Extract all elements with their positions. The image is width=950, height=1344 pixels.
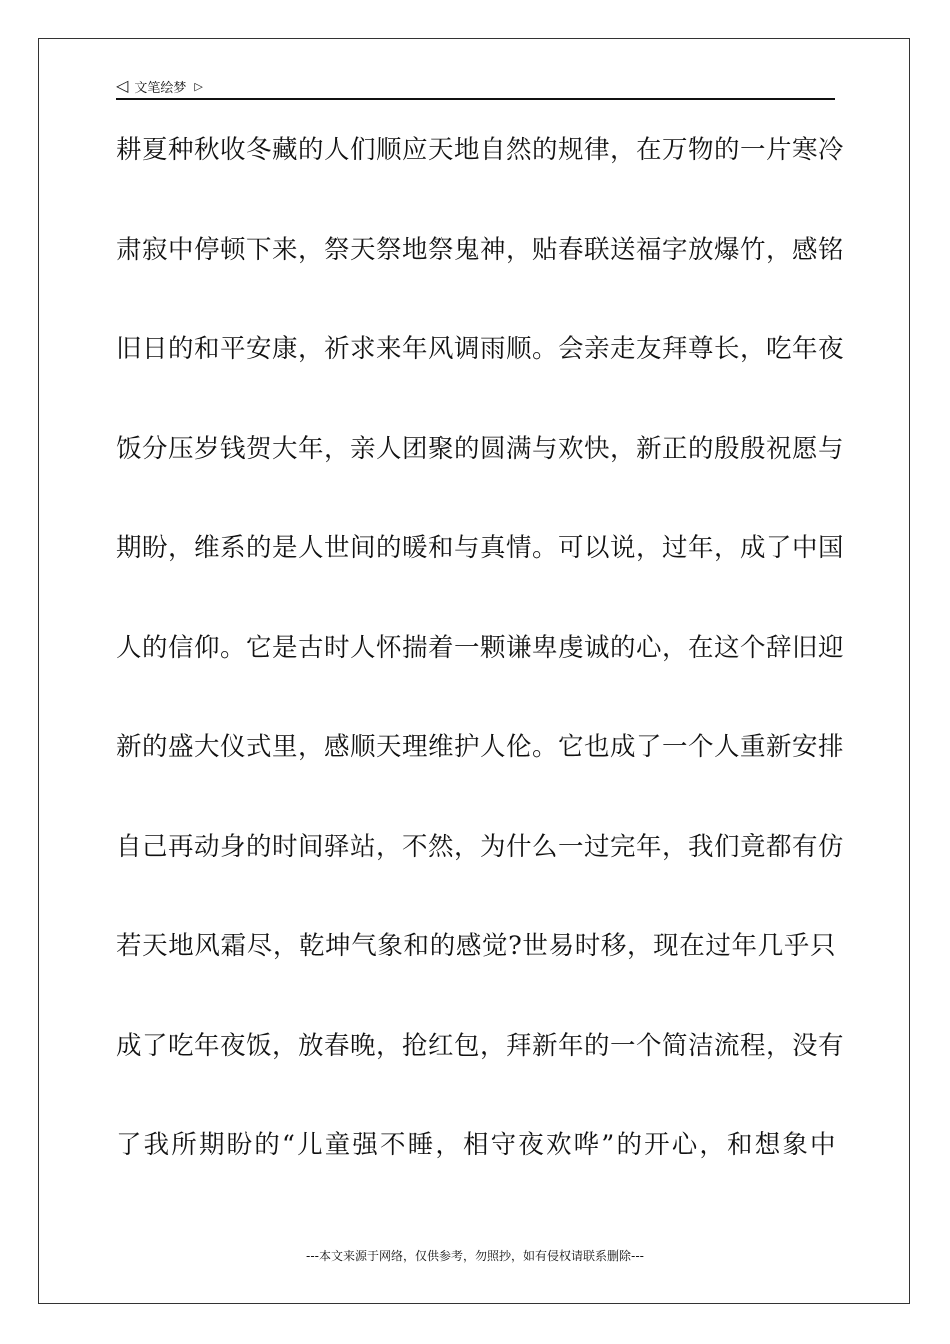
article-body (116, 130, 845, 1225)
body-line: 成了吃年夜饭，放春晚，抢红包，拜新年的一个简洁流程，没有 (116, 1030, 845, 1061)
body-line: 耕夏种秋收冬藏的人们顺应天地自然的规律，在万物的一片寒冷 (116, 135, 845, 165)
body-line: 旧日的和平安康，祈求来年风调雨顺。会亲走友拜尊长，吃年夜 (116, 334, 845, 364)
left-triangle-icon: ◁ (116, 76, 129, 95)
body-line: 新的盛大仪式里，感顺天理维护人伦。它也成了一个人重新安排 (116, 732, 845, 762)
body-line: 饭分压岁钱贺大年，亲人团聚的圆满与欢快，新正的殷殷祝愿与 (116, 433, 845, 464)
right-triangle-icon: ▷ (194, 79, 203, 93)
body-line: 期盼，维系的是人世间的暖和与真情。可以说，过年，成了中国 (116, 533, 845, 563)
body-line: 自己再动身的时间驿站，不然，为什么一过完年，我们竟都有仿 (116, 831, 845, 862)
body-line: 了我所期盼的“儿童强不睡，相守夜欢哗”的开心，和想象中 (116, 1130, 836, 1160)
page-header (116, 74, 835, 100)
header-title: 文笔绘梦 (134, 80, 187, 96)
body-line: 肃寂中停顿下来，祭天祭地祭鬼神，贴春联送福字放爆竹，感铭 (116, 234, 845, 265)
body-line: 人的信仰。它是古时人怀揣着一颗谦卑虔诚的心，在这个辞旧迎 (116, 632, 845, 663)
body-line: 若天地风霜尽，乾坤气象和的感觉?世易时移，现在过年几乎只 (116, 931, 836, 961)
page-footer: ---本文来源于网络，仅供参考，勿照抄，如有侵权请联系删除--- (306, 1249, 644, 1263)
